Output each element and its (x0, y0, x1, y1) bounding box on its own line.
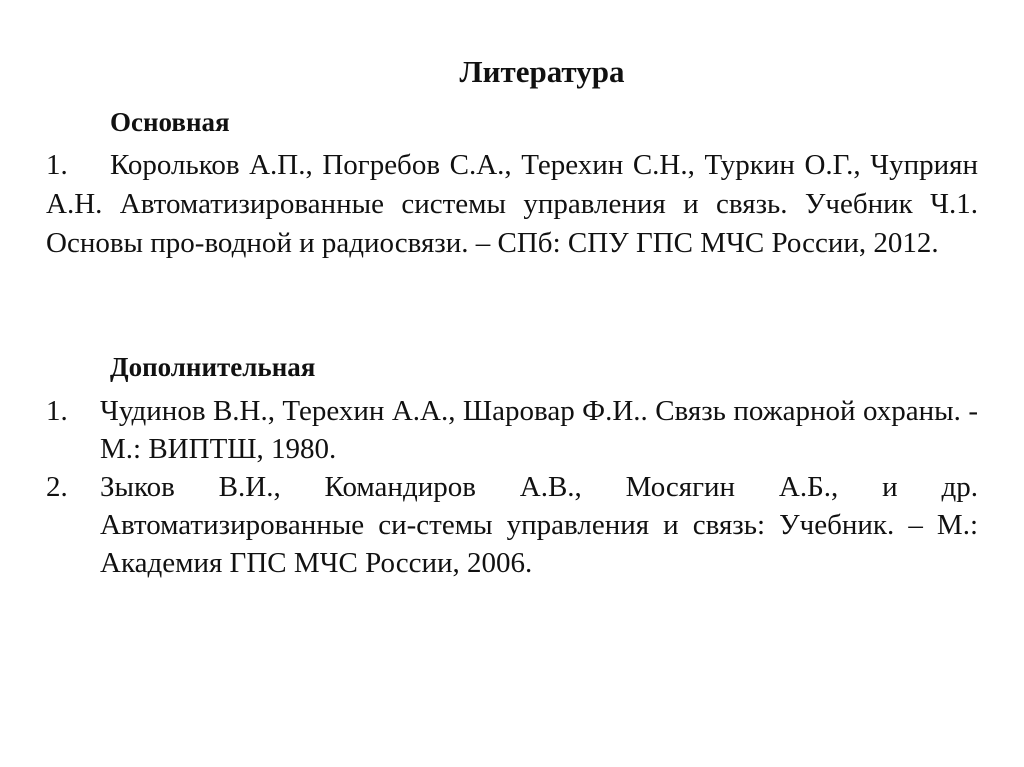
main-reference-item (46, 146, 978, 263)
extra-reference-item (46, 468, 978, 582)
reference-text: Зыков В.И., Командиров А.В., Мосягин А.Б., и др. Автоматизированные си-стемы управления и связь: Учебник. – М.: Академия ГПС МЧС России, 2006. (100, 471, 978, 579)
extra-reference-item (46, 392, 978, 468)
main-section-heading: Основная (110, 107, 230, 137)
reference-number: 1. (46, 149, 68, 181)
extra-section-heading: Дополнительная (110, 352, 316, 382)
reference-number: 1. (46, 395, 68, 427)
reference-text: Корольков А.П., Погребов С.А., Терехин С.Н., Туркин О.Г., Чуприян А.Н. Автоматизированные системы управления и связь. Учебник Ч.1. Основы про-водной и радиосвязи. – СПб: СПУ ГПС МЧС России, 2012. (46, 149, 978, 259)
reference-number: 2. (46, 471, 68, 503)
extra-reference-list (46, 392, 978, 582)
page-title: Литература (459, 54, 625, 89)
reference-text: Чудинов В.Н., Терехин А.А., Шаровар Ф.И.. Связь пожарной охраны. - М.: ВИПТШ, 1980. (100, 395, 978, 465)
